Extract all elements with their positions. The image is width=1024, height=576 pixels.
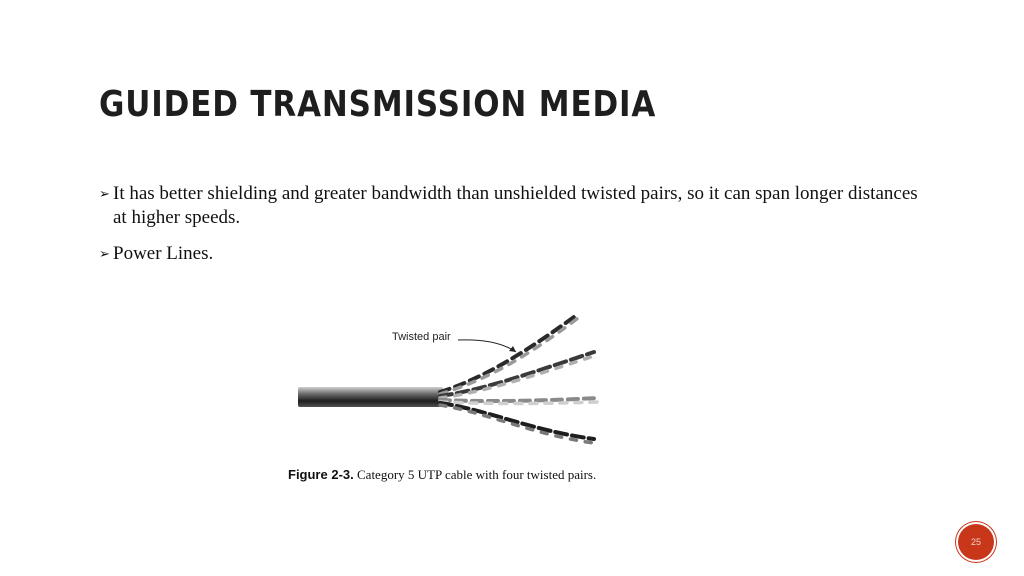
- caption-number: Figure 2-3.: [288, 467, 354, 482]
- arrow-bullet-icon: ➢: [99, 186, 110, 201]
- bullet-text: It has better shielding and greater bandwidth than unshielded twisted pairs, so it can span longer distances at higher speeds.: [113, 183, 918, 228]
- figure-label: Twisted pair: [392, 331, 451, 343]
- caption-text: Category 5 UTP cable with four twisted pairs.: [357, 467, 597, 482]
- figure-caption: [288, 467, 596, 483]
- bullet-list: [99, 182, 919, 278]
- bullet-item: [99, 182, 919, 230]
- bullet-text: Power Lines.: [113, 243, 214, 264]
- page-number-badge: 25: [958, 524, 994, 560]
- bullet-item: [99, 242, 919, 266]
- cable-jacket: [298, 387, 443, 407]
- utp-cable-illustration: [288, 306, 618, 466]
- slide-title: GUIDED TRANSMISSION MEDIA: [99, 84, 657, 125]
- label-leader-line: [458, 340, 516, 352]
- cable-figure: [288, 306, 618, 486]
- arrow-bullet-icon: ➢: [99, 246, 110, 261]
